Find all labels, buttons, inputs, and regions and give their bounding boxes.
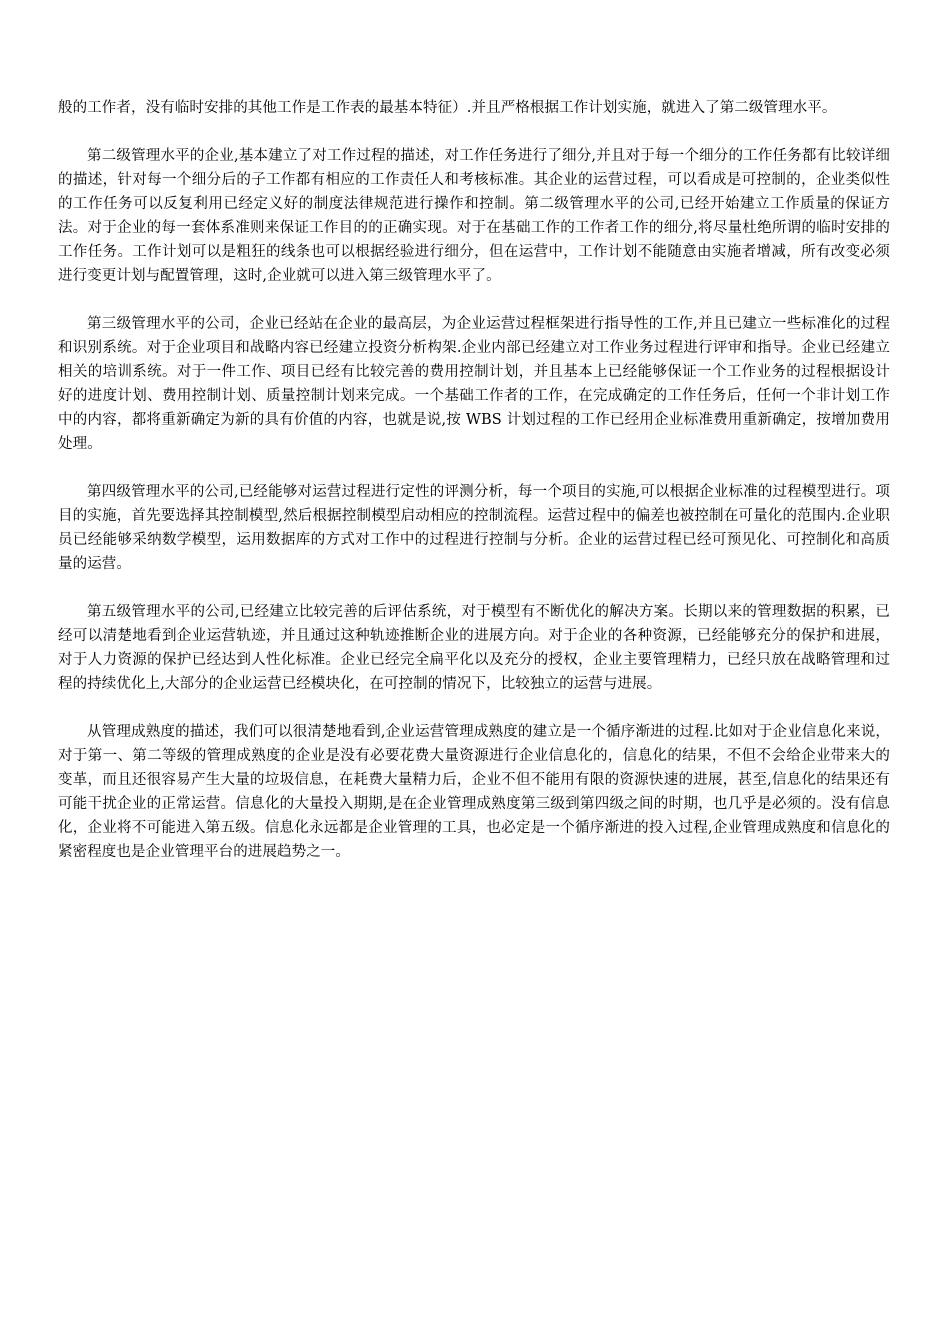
paragraph-continuation: 般的工作者，没有临时安排的其他工作是工作表的最基本特征）.并且严格根据工作计划实施，就进入了第二级管理水平。 bbox=[58, 100, 837, 116]
paragraph-level-five: 第五级管理水平的公司,已经建立比较完善的后评估系统，对于模型有不断优化的解决方案。长期以来的管理数据的积累，已经可以清楚地看到企业运营轨迹，并且通过这种轨迹推断企业的进展方向。对于企业的各种资源，已经能够充分的保护和进展，对于人力资源的保护已经达到人性化标准。企业已经完全扁平化以及充分的授权，企业主要管理精力，已经只放在战略管理和过程的持续优化上,大部分的企业运营已经模块化，在可控制的情况下，比较独立的运营与进展。 bbox=[58, 604, 890, 692]
paragraph-level-three: 第三级管理水平的公司，企业已经站在企业的最高层，为企业运营过程框架进行指导性的工作,并且已建立一些标准化的过程和识别系统。对于企业项目和战略内容已经建立投资分析构架.企业内部已经建立对工作业务过程进行评审和指导。企业已经建立相关的培训系统。对于一件工作、项目已经有比较完善的费用控制计划，并且基本上已经能够保证一个工作业务的过程根据设计好的进度计划、费用控制计划、质量控制计划来完成。一个基础工作者的工作，在完成确定的工作任务后，任何一个非计划工作中的内容，都将重新确定为新的具有价值的内容，也就是说,按 WBS 计划过程的工作已经用企业标准费用重新确定，按增加费用处理。 bbox=[58, 316, 890, 452]
paragraph-level-two: 第二级管理水平的企业,基本建立了对工作过程的描述，对工作任务进行了细分,并且对于每一个细分的工作任务都有比较详细的描述，针对每一个细分后的子工作都有相应的工作责任人和考核标准。其企业的运营过程，可以看成是可控制的，企业类似性的工作任务可以反复利用已经定义好的制度法律规范进行操作和控制。第二级管理水平的公司,已经开始建立工作质量的保证方法。对于企业的每一套体系准则来保证工作目的的正确实现。对于在基础工作的工作者工作的细分,将尽量杜绝所谓的临时安排的工作任务。工作计划可以是粗狂的线条也可以根据经验进行细分，但在运营中，工作计划不能随意由实施者增减，所有改变必须进行变更计划与配置管理，这时,企业就可以进入第三级管理水平了。 bbox=[58, 148, 890, 284]
paragraph-maturity-summary: 从管理成熟度的描述，我们可以很清楚地看到,企业运营管理成熟度的建立是一个循序渐进的过程.比如对于企业信息化来说，对于第一、第二等级的管理成熟度的企业是没有必要花费大量资源进行企业信息化的，信息化的结果，不但不会给企业带来大的变革，而且还很容易产生大量的垃圾信息，在耗费大量精力后，企业不但不能用有限的资源快速的进展，甚至,信息化的结果还有可能干扰企业的正常运营。信息化的大量投入期期,是在企业管理成熟度第三级到第四级之间的时期，也几乎是必须的。没有信息化，企业将不可能进入第五级。信息化永远都是企业管理的工具，也必定是一个循序渐进的投入过程,企业管理成熟度和信息化的紧密程度也是企业管理平台的进展趋势之一。 bbox=[58, 724, 890, 860]
paragraph-level-four: 第四级管理水平的公司,已经能够对运营过程进行定性的评测分析，每一个项目的实施,可以根据企业标准的过程模型进行。项目的实施，首先要选择其控制模型,然后根据控制模型启动相应的控制流程。运营过程中的偏差也被控制在可量化的范围内.企业职员已经能够采纳数学模型，运用数据库的方式对工作中的过程进行控制与分析。企业的运营过程已经可预见化、可控制化和高质量的运营。 bbox=[58, 484, 890, 572]
